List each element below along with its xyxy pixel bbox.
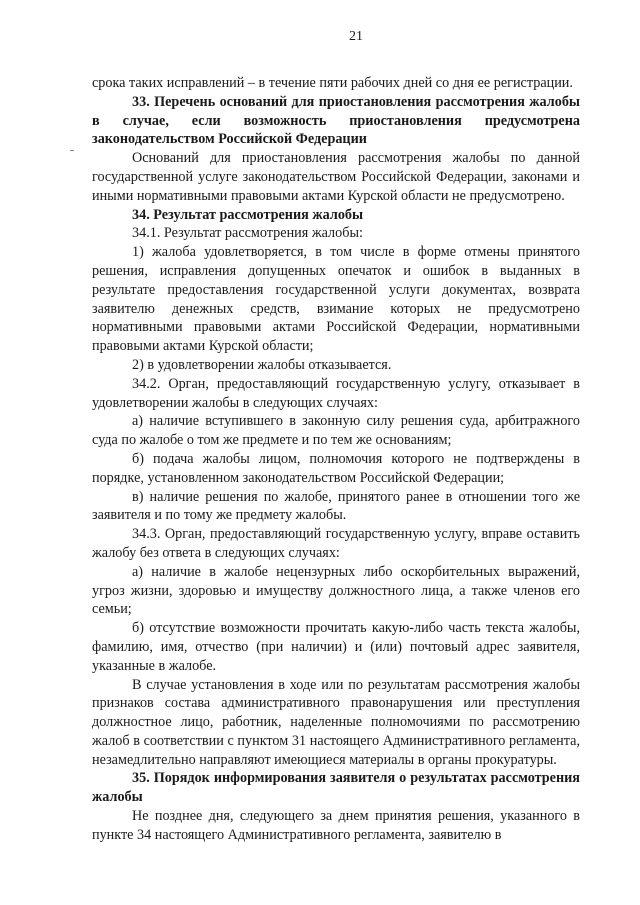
list-item: а) наличие в жалобе нецензурных либо оскорбительных выражений, угроз жизни, здоровью и имуществу должностного лица, а также членов его семьи;	[92, 563, 580, 618]
paragraph: В случае установления в ходе или по результатам рассмотрения жалобы признаков состава административного правонарушения или преступления должностное лицо, работник, наделенные полномочиями по рассмотрению жалоб в соответствии с пунктом 31 настоящего Административного регламента, незамедлительно направляют имеющиеся материалы в органы прокуратуры.	[92, 676, 580, 768]
paragraph-continuation: срока таких исправлений – в течение пяти рабочих дней со дня ее регистрации.	[92, 75, 573, 91]
document-body	[92, 74, 580, 845]
list-item: 2) в удовлетворении жалобы отказывается.	[132, 356, 392, 373]
paragraph: 34.2. Орган, предоставляющий государственную услугу, отказывает в удовлетворении жалобы в следующих случаях:	[92, 375, 580, 411]
margin-mark	[70, 150, 74, 151]
page-number: 21	[349, 29, 363, 44]
paragraph: Оснований для приостановления рассмотрения жалобы по данной государственной услуге законодательством Российской Федерации, законами и иными нормативными правовыми актами Курской области не предусмотрено.	[92, 150, 580, 204]
list-item: б) отсутствие возможности прочитать какую-либо часть текста жалобы, фамилию, имя, отчество (при наличии) и (или) почтовый адрес заявителя, указанные в жалобе.	[92, 620, 580, 674]
paragraph: 34.3. Орган, предоставляющий государственную услугу, вправе оставить жалобу без ответа в следующих случаях:	[92, 526, 580, 561]
paragraph: 34.1. Результат рассмотрения жалобы:	[132, 225, 363, 242]
section-heading-34: 34. Результат рассмотрения жалобы	[132, 206, 364, 223]
paragraph: Не позднее дня, следующего за днем принятия решения, указанного в пункте 34 настоящего Административного регламента, заявителю в	[92, 808, 580, 843]
list-item: в) наличие решения по жалобе, принятого ранее в отношении того же заявителя и по тому же предмету жалобы.	[92, 488, 580, 524]
section-heading-35: 35. Порядок информирования заявителя о результатах рассмотрения жалобы	[92, 770, 580, 806]
list-item: б) подача жалобы лицом, полномочия которого не подтверждены в порядке, установленном законодательством Российской Федерации;	[92, 450, 580, 486]
list-item: а) наличие вступившего в законную силу решения суда, арбитражного суда по жалобе о том же предмете и по тем же основаниям;	[92, 413, 580, 449]
section-heading-33: 33. Перечень оснований для приостановления рассмотрения жалобы в случае, если возможность приостановления предусмотрена законодательством Российской Федерации	[92, 93, 580, 148]
list-item: 1) жалоба удовлетворяется, в том числе в форме отмены принятого решения, исправления допущенных опечаток и ошибок в выданных в результате предоставления государственной услуги документах, возврата заявителю денежных средств, взимание которых не предусмотрено нормативными правовыми актами Российской Федерации, нормативными правовыми актами Курской области;	[92, 244, 580, 355]
